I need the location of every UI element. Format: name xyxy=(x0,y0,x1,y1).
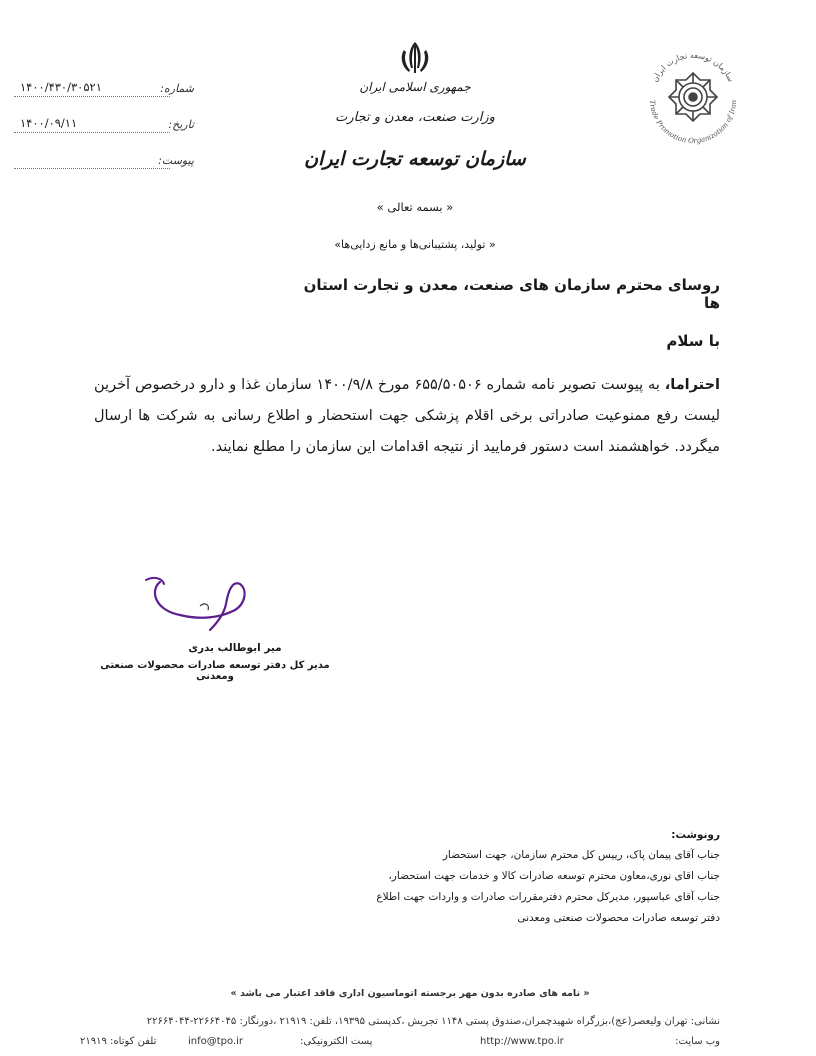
attachment-label: پیوست: xyxy=(158,154,194,167)
letter-number: ۱۴۰۰/۴۳۰/۳۰۵۲۱ xyxy=(20,80,102,94)
greeting: با سلام xyxy=(666,332,720,350)
logo-name-fa: سازمان توسعه تجارت ایران xyxy=(650,50,736,84)
handwritten-signature xyxy=(140,570,260,640)
website-link[interactable]: http://www.tpo.ir xyxy=(480,1036,564,1047)
cc-line: جناب اقای نوری،معاون محترم توسعه صادرات کالا و خدمات جهت استحضار، xyxy=(388,870,720,882)
signatory-name: میر ابوطالب بدری xyxy=(188,642,282,654)
organization-name: سازمان توسعه تجارت ایران xyxy=(304,148,526,170)
short-phone: تلفن کوتاه: ۲۱۹۱۹ xyxy=(80,1036,157,1047)
footer-address: نشانی: تهران ولیعصر(عج)،بزرگراه شهیدچمران،صندوق پستی ۱۱۴۸ تجریش ،کدپستی ۱۹۳۹۵، تلفن: ۲۱۹۱۹ ،دورنگار: ۲۲۶۶۴۰۴۵-۲۲۶۶۴۰۴۴ xyxy=(146,1016,720,1027)
paragraph-body: به پیوست تصویر نامه شماره ۶۵۵/۵۰۵۰۶ مورخ ۱۴۰۰/۹/۸ سازمان غذا و دارو درخصوص آخرین لیست رفع ممنوعیت صادراتی برخی اقلام پزشکی جهت استحضار و اطلاع رسانی به شرکت ها ارسال میگردد. خواهشمند است دستور فرمایید از نتیجه اقدامات این سازمان را مطلع نمایند. xyxy=(94,377,720,455)
country-name: جمهوری اسلامی ایران xyxy=(359,80,471,94)
email-link[interactable]: info@tpo.ir xyxy=(188,1036,244,1047)
letter-paragraph xyxy=(94,370,720,463)
website-row xyxy=(675,1036,720,1047)
signatory-title: مدیر کل دفتر توسعه صادرات محصولات صنعتی ومعدنی xyxy=(100,660,330,682)
letter-number-row xyxy=(14,82,194,100)
paragraph-lead: احتراما، xyxy=(664,377,721,393)
recipient: روسای محترم سازمان های صنعت، معدن و تجارت استان ها xyxy=(303,276,720,312)
footer-notice: « نامه های صادره بدون مهر برجسته اتوماسیون اداری فاقد اعتبار می باشد » xyxy=(230,988,590,999)
letter-date-label: تاریخ: xyxy=(168,118,194,131)
cc-line: جناب آقای عباسپور، مدیرکل محترم دفترمقررات صادرات و واردات جهت اطلاع xyxy=(376,891,720,903)
cc-line: دفتر توسعه صادرات محصولات صنعتی ومعدنی xyxy=(517,912,720,924)
invocation: « بسمه تعالی » xyxy=(376,200,454,214)
iran-emblem-icon xyxy=(395,38,435,78)
logo-name-en: Trade Promotion Organization of Iran xyxy=(647,99,739,146)
emblem xyxy=(395,38,435,78)
cc-heading: رونوشت: xyxy=(671,829,720,841)
slogan: « تولید، پشتیبانی‌ها و مانع زدایی‌ها» xyxy=(334,238,496,251)
footer-contacts xyxy=(80,1036,720,1052)
tpo-star-logo-icon xyxy=(636,40,750,154)
tpo-logo xyxy=(636,40,750,154)
letter-number-label: شماره: xyxy=(160,82,194,95)
email-label: پست الکترونیکی: xyxy=(300,1036,373,1047)
letter-date: ۱۴۰۰/۰۹/۱۱ xyxy=(20,116,78,130)
cc-line: جناب آقای پیمان پاک، رییس کل محترم سازمان، جهت استحضار xyxy=(442,849,720,861)
attachment-row xyxy=(14,154,194,172)
letter-date-row xyxy=(14,118,194,136)
ministry-name: وزارت صنعت، معدن و تجارت xyxy=(335,110,495,125)
website-label: وب سایت: xyxy=(675,1036,720,1047)
